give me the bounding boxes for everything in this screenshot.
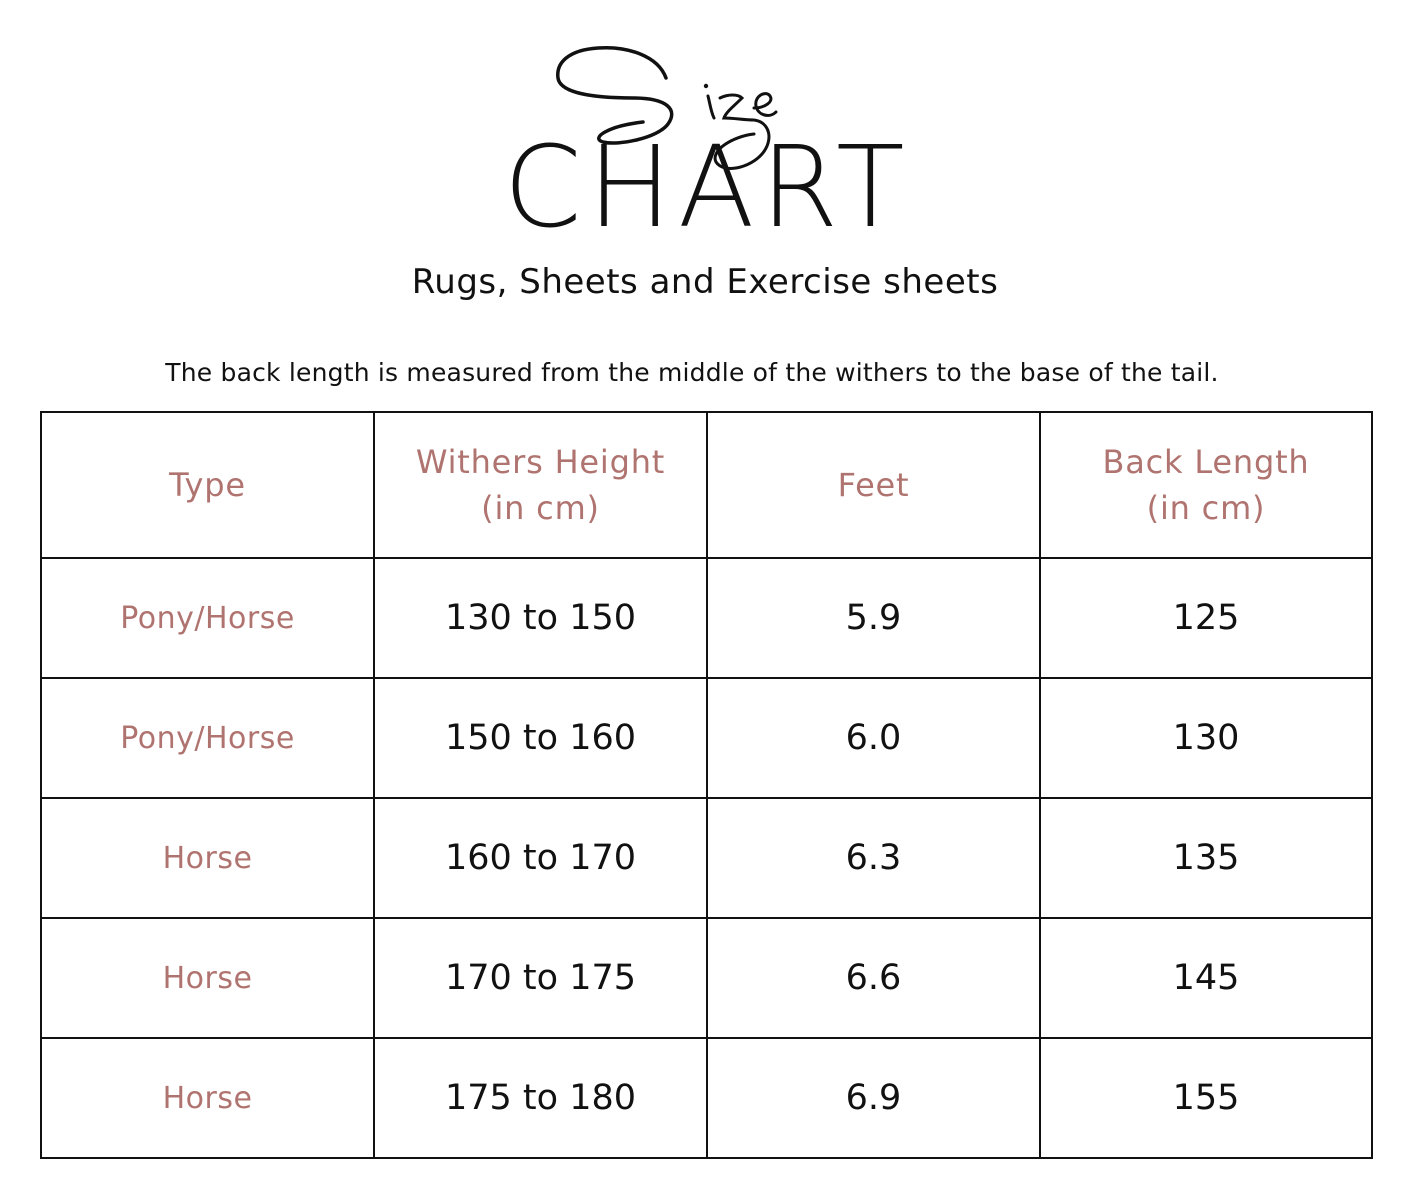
back-length-cell: 130 [1040, 678, 1372, 798]
table-row [41, 918, 1372, 1038]
withers-height-cell: 160 to 170 [374, 798, 707, 918]
type-cell: Horse [41, 1038, 374, 1158]
column-header-label: Withers Height [415, 443, 666, 481]
table-header-row [41, 412, 1372, 558]
page-subtitle: Rugs, Sheets and Exercise sheets [411, 262, 999, 302]
withers-height-cell: 130 to 150 [374, 558, 707, 678]
column-header-label: Feet [837, 466, 910, 504]
column-header-withers-height [374, 412, 707, 558]
column-header-type [41, 412, 374, 558]
column-header-back-length [1040, 412, 1372, 558]
back-length-cell: 125 [1040, 558, 1372, 678]
feet-cell: 6.9 [707, 1038, 1040, 1158]
column-header-label: Type [169, 466, 246, 504]
back-length-cell: 155 [1040, 1038, 1372, 1158]
withers-height-cell: 150 to 160 [374, 678, 707, 798]
measurement-note: The back length is measured from the middle of the withers to the base of the tail. [165, 358, 1219, 387]
feet-cell: 6.6 [707, 918, 1040, 1038]
table-row [41, 678, 1372, 798]
table-row [41, 558, 1372, 678]
chart-title: CHART [503, 123, 911, 253]
column-header-unit: (in cm) [1146, 489, 1266, 527]
feet-cell: 6.0 [707, 678, 1040, 798]
back-length-cell: 135 [1040, 798, 1372, 918]
type-cell: Pony/Horse [41, 558, 374, 678]
feet-cell: 5.9 [707, 558, 1040, 678]
type-cell: Horse [41, 918, 374, 1038]
withers-height-cell: 175 to 180 [374, 1038, 707, 1158]
column-header-feet [707, 412, 1040, 558]
column-header-label: Back Length [1102, 443, 1310, 481]
type-cell: Pony/Horse [41, 678, 374, 798]
table-row [41, 1038, 1372, 1158]
back-length-cell: 145 [1040, 918, 1372, 1038]
table-row [41, 798, 1372, 918]
size-table [40, 411, 1373, 1159]
withers-height-cell: 170 to 175 [374, 918, 707, 1038]
column-header-unit: (in cm) [481, 489, 600, 527]
feet-cell: 6.3 [707, 798, 1040, 918]
type-cell: Horse [41, 798, 374, 918]
